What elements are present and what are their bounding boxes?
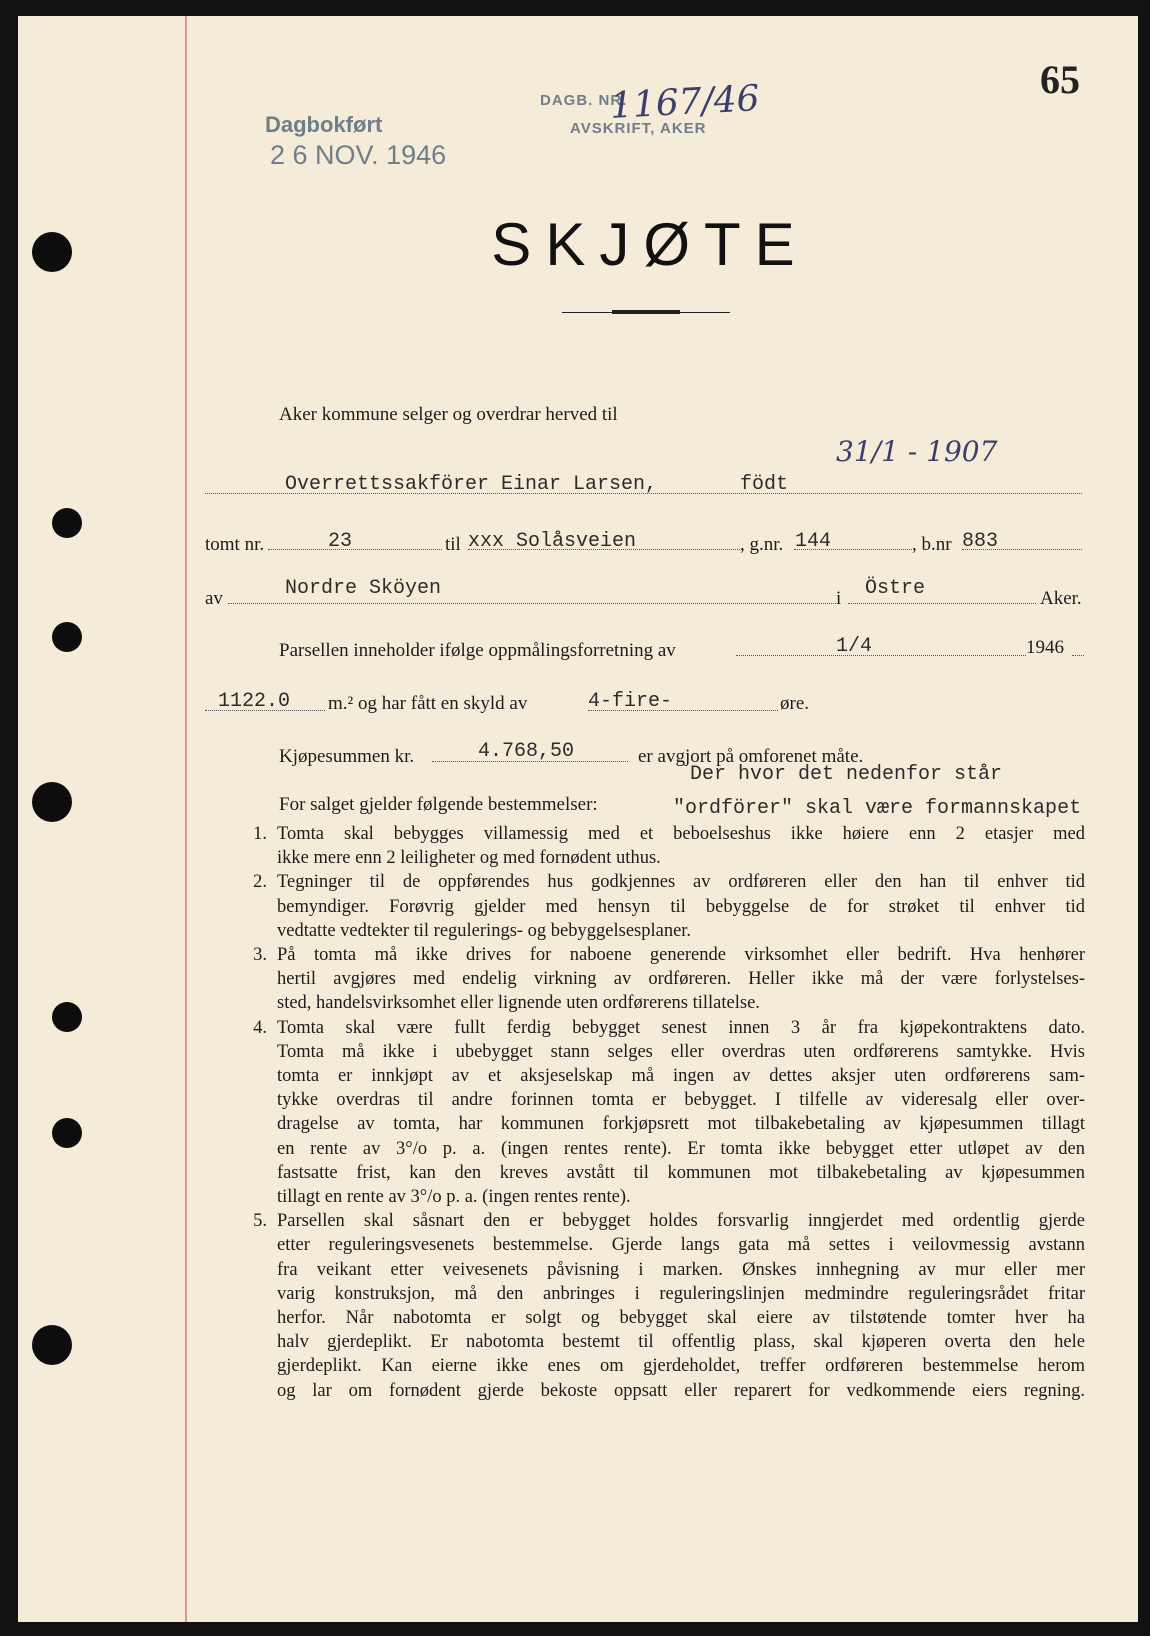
clause-line: tykke overdras til andre forinnen tomta er bebygget. I tilfelle av videresalg eller over-: [277, 1090, 1085, 1111]
clause-line: vedtatte vedtekter til regulerings- og bebyggelsesplaner.: [277, 920, 692, 941]
clause-number: 1.: [253, 824, 267, 844]
survey-text: Parsellen inneholder ifølge oppmålingsforretning av: [279, 640, 676, 661]
ore-label: øre.: [780, 693, 810, 714]
clause-line: Tegninger til de oppførendes hus godkjennes av ordføreren eller den han til enhver tid: [277, 872, 1085, 893]
clause: [245, 943, 1085, 1016]
price-label: Kjøpesummen kr.: [279, 746, 415, 767]
til-label: til: [445, 534, 461, 555]
dagbokfort-stamp-date: 2 6 NOV. 1946: [270, 140, 447, 170]
area-value: 1122.0: [218, 690, 291, 713]
clause-line: tillagt en rente av 3°/o p. a. (ingen rentes rente).: [277, 1187, 631, 1208]
tomt-dotted-line: [268, 549, 442, 550]
buyer-name: Overrettssakförer Einar Larsen,: [285, 473, 658, 496]
intro-text: Aker kommune selger og overdrar herved til: [279, 404, 618, 425]
clause-number: 2.: [253, 872, 267, 893]
clause-line: halv gjerdeplikt. Er nabotomta bestemt til offentlig plass, skal kjøperen overta den hele: [277, 1332, 1085, 1353]
document-title: SKJØTE: [491, 211, 809, 278]
clause-line: Tomta skal bebygges villamessig med et beboelseshus ikke høiere enn 2 etasjer med: [277, 824, 1085, 844]
clause-line: hertil avgjøres med endelig virkning av ordføreren. Heller ikke må der være forlystelses-: [277, 969, 1085, 990]
handwritten-dagb-number: 1167/46: [609, 78, 761, 127]
av-label: av: [205, 588, 223, 609]
typed-note-line-1: Der hvor det nedenfor står: [690, 763, 1003, 786]
farm-value: Nordre Sköyen: [285, 577, 442, 600]
clause-line: fastsatte frist, kan den kreves avstått til kommunen mot tilbakebetaling av kjøpesummen: [277, 1162, 1085, 1183]
clause-line: varig konstruksjon, må den anbringes i reguleringslinjen medmindre reguleringsrådet fritar: [277, 1283, 1085, 1304]
survey-year-dots: [1072, 655, 1084, 656]
i-label: i: [836, 588, 842, 609]
tomt-label: tomt nr.: [205, 534, 265, 555]
punch-hole: [52, 508, 82, 538]
clause: [245, 1209, 1085, 1403]
price-text: er avgjort på omforenet måte.: [638, 746, 864, 767]
skyld-value: 4-fire-: [588, 690, 673, 713]
clause: [245, 822, 1085, 870]
bnr-label: , b.nr: [912, 534, 952, 555]
clause-line: dragelse av tomta, har kommunen forkjøpsrett mot tilbakebetaling av kjøpesummen tillagt: [277, 1114, 1085, 1135]
survey-year: 1946: [1026, 637, 1064, 658]
clause-line: tomta er innkjøpt av et aksjeselskap må ingen av dettes aksjer uten ordførerens sam-: [277, 1066, 1085, 1087]
conditions-intro: For salget gjelder følgende bestemmelser:: [279, 794, 598, 815]
clause-line: gjerdeplikt. Kan eierne ikke enes om gjerdeholdet, treffer ordføreren bestemmelse herom: [277, 1356, 1085, 1377]
dagb-stamp-label: DAGB. NR.: [540, 92, 628, 109]
clause-line: herfor. Når nabotomta er solgt og bebygget skal eiere av tilstøtende tomter hver ha: [277, 1308, 1085, 1329]
punch-hole: [32, 1325, 72, 1365]
punch-hole: [52, 622, 82, 652]
tomt-value: 23: [328, 530, 353, 553]
clauses-list: [245, 822, 1085, 1403]
farm-dotted-line: [228, 603, 836, 604]
clause-number: 5.: [253, 1211, 267, 1232]
area-text: m.² og har fått en skyld av: [328, 693, 528, 714]
clause-line: og lar om fornødent gjerde bekoste oppsatt eller reparert for vedkommende eiers regning.: [277, 1380, 1085, 1401]
clause-line: ikke mere enn 2 leiligheter og med fornødent uthus.: [277, 848, 661, 869]
avskrift-stamp-label: AVSKRIFT, AKER: [570, 120, 707, 137]
clause-line: sted, handelsvirksomhet eller lignende uten ordførerens tillatelse.: [277, 993, 760, 1014]
clause-line: Tomta skal være fullt ferdig bebygget senest innen 3 år fra kjøpekontraktens dato.: [277, 1017, 1085, 1038]
clause-line: bemyndiger. Forøvrig gjelder med hensyn til bebyggelse de for strøket til enhver tid: [277, 896, 1085, 917]
district-value: Östre: [865, 577, 926, 600]
gnr-value: 144: [795, 530, 832, 553]
punch-hole: [32, 782, 72, 822]
typed-note-line-2: "ordförer" skal være formannskapet: [673, 797, 1082, 820]
clause: [245, 1016, 1085, 1210]
clause-line: en rente av 3°/o p. a. (ingen rentes rente). Er tomta ikke bebygget etter utløpet av den: [277, 1138, 1085, 1159]
clause-line: Tomta må ikke i ubebygget stann selges eller overdras uten ordførerens samtykke. Hvis: [277, 1041, 1085, 1062]
clause-line: etter reguleringsvesenets bestemmelse. Gjerde langs gata må settes i veilovmessig avstann: [277, 1235, 1085, 1256]
punch-hole: [52, 1118, 82, 1148]
clause-line: fra veikant etter veivesenets påvisning i marken. Ønskes innhegning av mur eller mer: [277, 1259, 1085, 1280]
clause-number: 4.: [253, 1017, 267, 1038]
survey-dotted-line: [736, 655, 1026, 656]
title-rule-accent: [612, 310, 680, 314]
clause-line: Parsellen skal såsnart den er bebygget holdes forsvarlig inngjerdet med ordentlig gjerde: [277, 1211, 1085, 1232]
born-label: födt: [740, 473, 789, 496]
page-number: 65: [1040, 57, 1080, 102]
clause: [245, 870, 1085, 943]
bnr-value: 883: [962, 530, 999, 553]
clause-number: 3.: [253, 945, 267, 966]
handwritten-birth-date: 31/1 - 1907: [836, 435, 998, 468]
gnr-label: , g.nr.: [740, 534, 784, 555]
aker-label: Aker.: [1040, 588, 1082, 609]
dagbokfort-stamp-label: Dagbokført: [265, 112, 383, 137]
street-value: xxx Solåsveien: [468, 530, 637, 553]
clause-line: På tomta må ikke drives for naboene generende virksomhet eller bedrift. Hva henhører: [277, 945, 1085, 966]
price-value: 4.768,50: [478, 740, 575, 763]
punch-hole: [52, 1002, 82, 1032]
district-dotted-line: [848, 603, 1036, 604]
survey-date: 1/4: [836, 635, 873, 658]
